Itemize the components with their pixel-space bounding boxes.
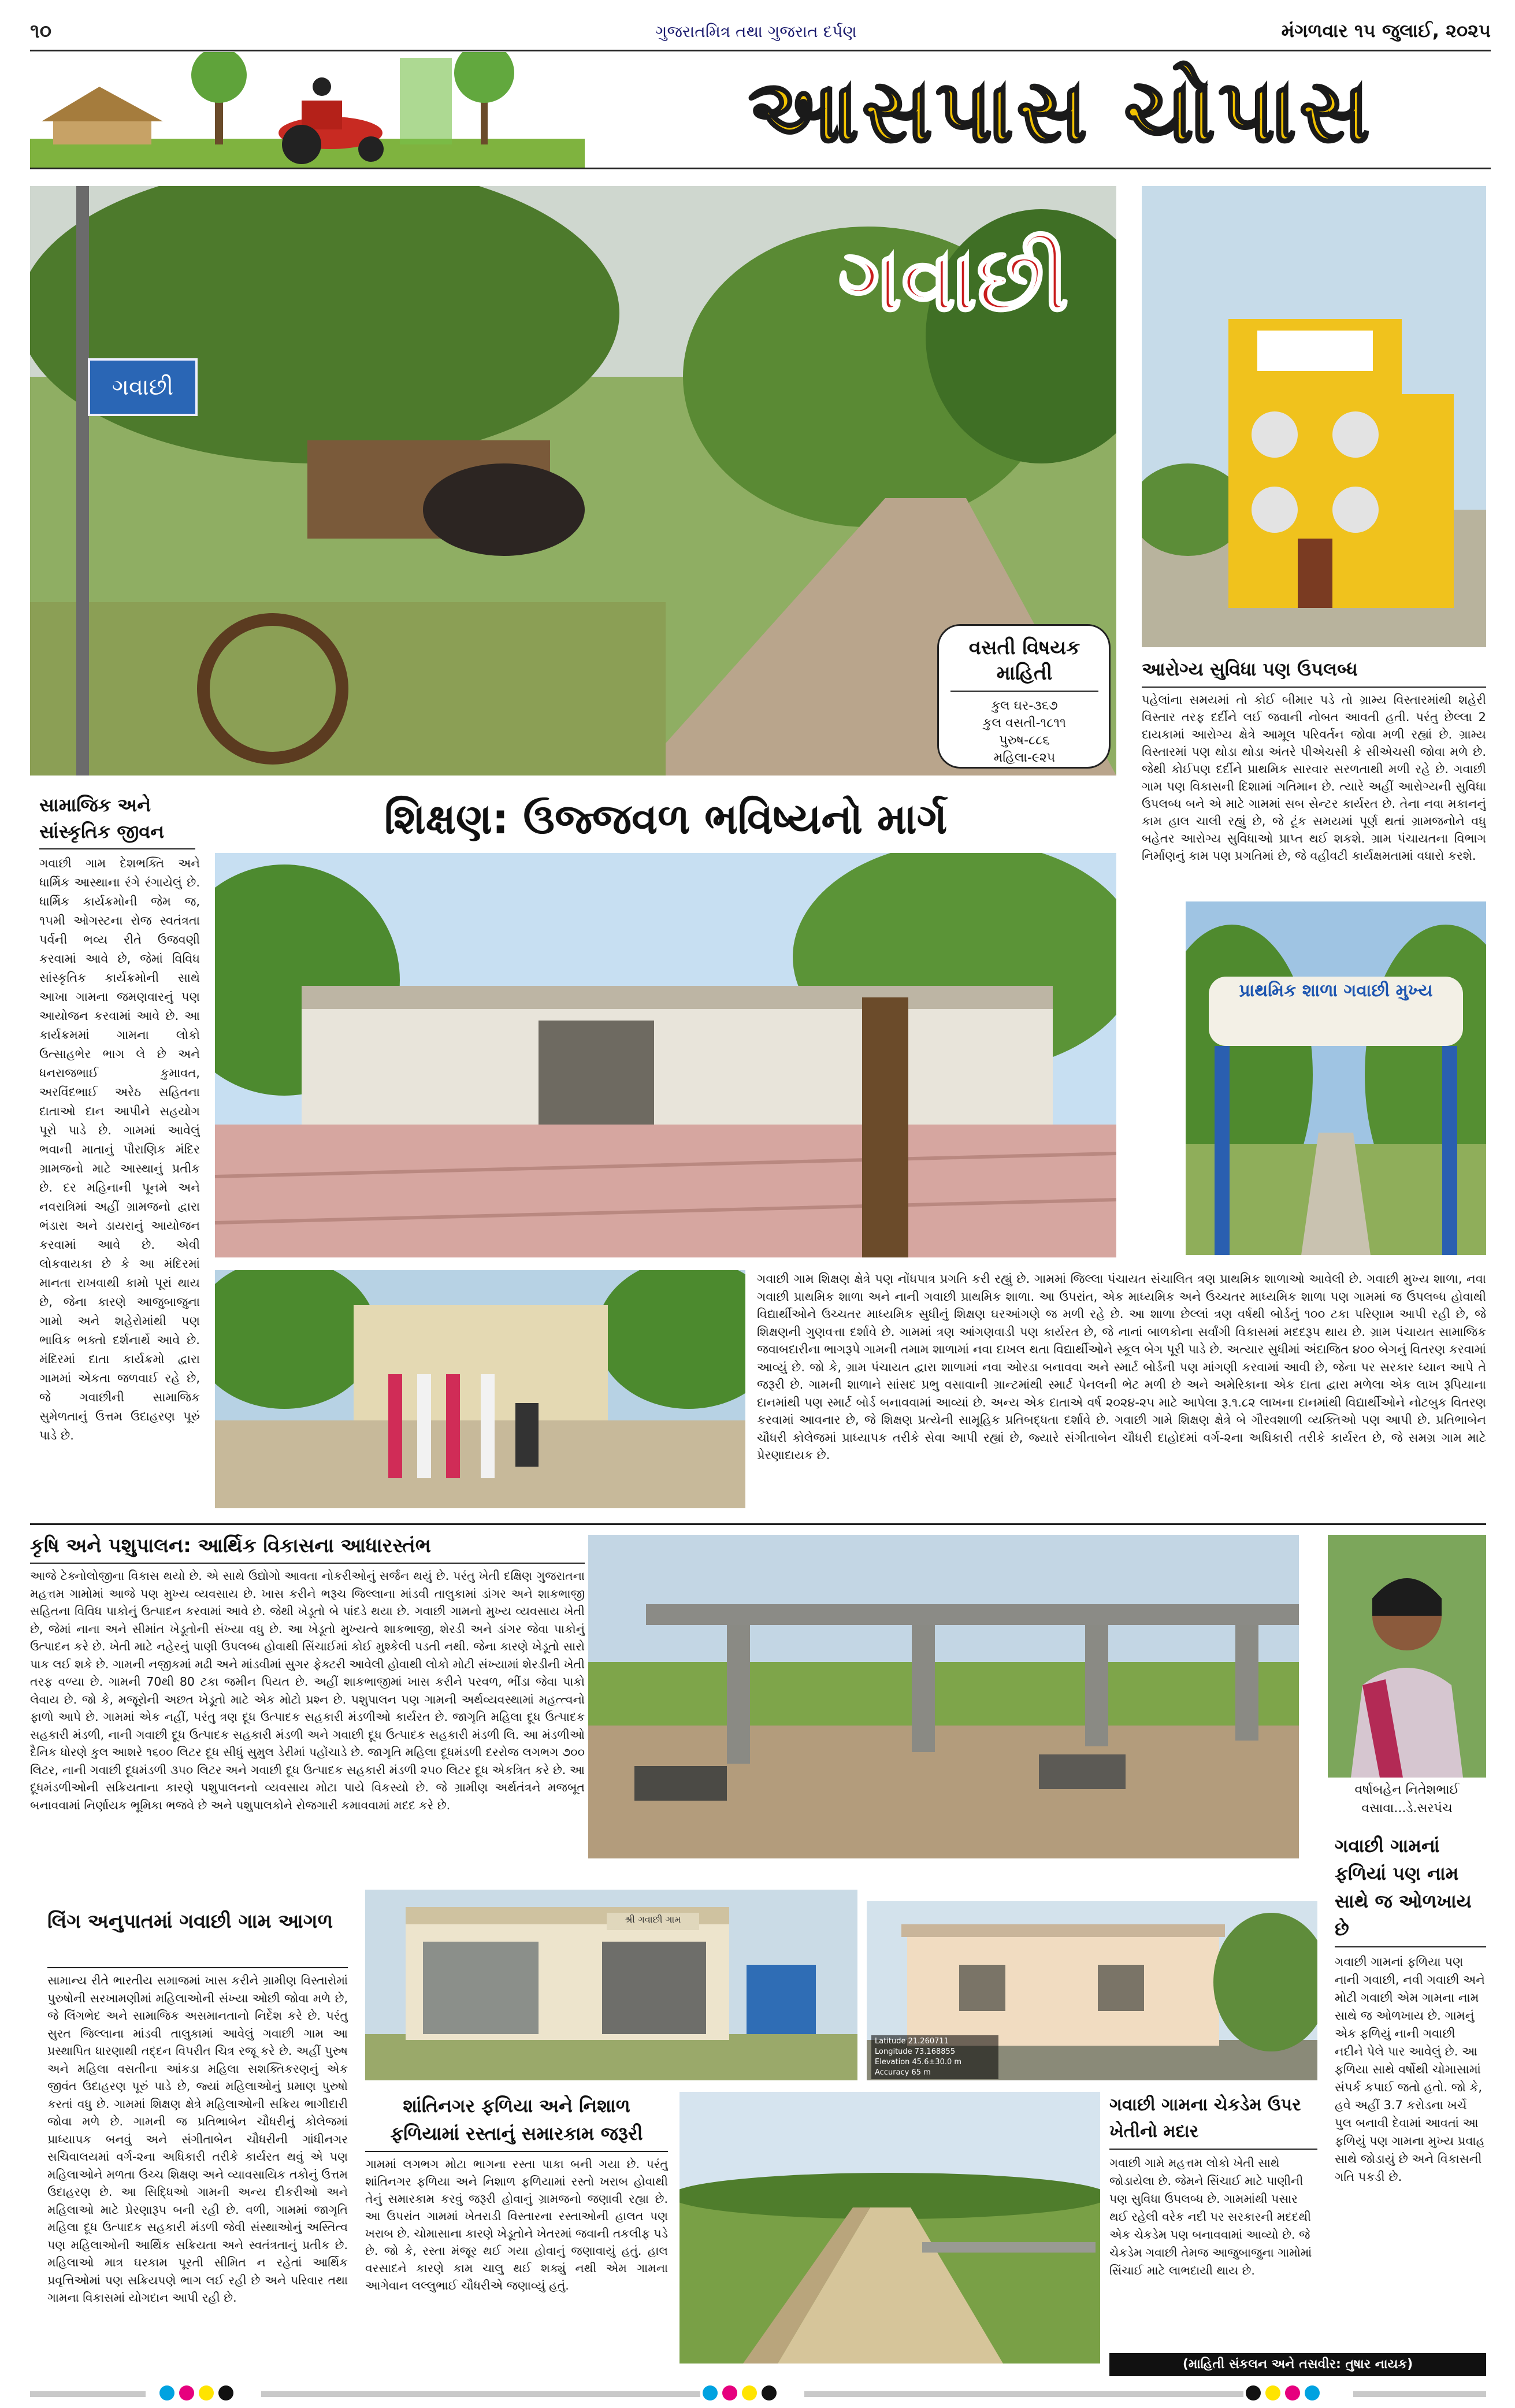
agriculture-heading-rule	[30, 1563, 585, 1564]
stat-total-houses: કુલ ઘર-૩૬૭	[991, 699, 1058, 713]
credit-bar	[1109, 2353, 1486, 2376]
social-heading-rule	[39, 848, 195, 849]
masthead-illustration	[30, 52, 585, 168]
masthead-rule	[30, 50, 1491, 51]
yellow-dot	[199, 2385, 214, 2400]
village-sign-text: ગવાછી	[112, 374, 174, 400]
sarpanch-portrait	[1328, 1535, 1486, 1778]
agriculture-heading: કૃષિ અને પશુપાલન: આર્થિક વિકાસના આધારસ્તંભ	[30, 1534, 431, 1557]
cyan-dot	[1305, 2385, 1320, 2400]
agriculture-body: આજે ટેક્નોલોજીના વિકાસ થયો છે. એ સાથે ઉદ્યોગો આવતા નોકરીઓનું સર્જન થયું છે. પરંતુ ખેતી દક્ષિણ ગુજરાતના મહત્તમ ગામોમાં આજે પણ મુખ્ય વ્યવસાય છે. ખાસ કરીને ભરૂચ જિલ્લાના માંડવી તાલુકામાં ડાંગર અને શાકભાજી સહિતના વિવિધ પાકોનું ઉત્પાદન કરવામાં આવે છે. જેથી ખેડૂતો બે પાંદડે થયા છે. ગવાછી ગામનો મુખ્ય વ્યવસાય ખેતી છે, જેમાં નાના અને સીમાંત ખેડૂતોની સંખ્યા વધુ છે. આ ખેડૂતો મુખ્યત્વે શાકભાજી, શેરડી અને ડાંગર જેવા પાકોનું ઉત્પાદન કરે છે. ખેતી માટે નહેરનું પાણી ઉપલબ્ધ હોવાથી સિંચાઈમાં કોઈ મુશ્કેલી પડતી નથી. જેના કારણે ખેડૂતો સારો પાક લઈ શકે છે. ગામની નજીકમાં મઢી અને માંડવીમાં સુગર ફેક્ટરી આવેલી હોવાથી લોકો મોટી સંખ્યામાં શેરડીની ખેતી તરફ વળ્યા છે. ગામની 70થી 80 ટકા જમીન પિયત છે. અહીં શાકભાજીમાં ખાસ કરીને પરવળ, ભીંડા જેવા પાકો લેવાય છે. જો કે, મજૂરોની અછત ખેડૂતો માટે એક મોટો પ્રશ્ન છે. પશુપાલન પણ ગામની અર્થવ્યવસ્થામાં મહત્ત્વનો ફાળો આપે છે. ગામમાં એક નહીં, પરંતુ ત્રણ દૂધ ઉત્પાદક સહકારી મંડળીઓ કાર્યરત છે. જાગૃતિ મહિલા દૂધ ઉત્પાદક સહકારી મંડળી, નાની ગવાછી દૂધ ઉત્પાદક સહકારી મંડળી અને ગવાછી દૂધ ઉત્પાદક સહકારી મંડળી લિ. આ મંડળીઓ દૈનિક ધોરણે કુલ આશરે ૧૬૦૦ લિટર દૂધ સીધું સુમુલ ડેરીમાં પહોંચાડે છે. જાગૃતિ મહિલા દૂધમંડળી દરરોજ લગભગ ૭૦૦ લિટર, નાની ગવાછી દૂધમંડળી ૩૫૦ લિટર અને ગવાછી દૂધ ઉત્પાદક સહકારી મંડળી ૨૫૦ લિટર દૂધ એકત્રિત કરે છે. આ દૂધમંડળીઓની સક્રિયતાના કારણે પશુપાલનનો વ્યવસાય મોટા પાયે વિકસ્યો છે. જે ગ્રામીણ અર્થતંત્રને મજબૂત બનાવવામાં નિર્ણાયક ભૂમિકા ભજવે છે અને પશુપાલકોને રોજગારી કમાવવામાં મદદ કરે છે.	[30, 1569, 585, 1812]
page-number: ૧૦	[30, 20, 52, 43]
school-building-photo	[215, 853, 1116, 1257]
footer-bar-left	[30, 2391, 146, 2397]
stat-total-population: કુલ વસતી-૧૮૧૧	[983, 716, 1066, 730]
registration-marks-center	[700, 2385, 779, 2400]
population-stats-heading: વસતી વિષયક માહિતી	[968, 636, 1080, 685]
health-heading: આરોગ્ય સુવિધા પણ ઉપલબ્ધ	[1142, 658, 1358, 680]
roads-body: ગામમાં લગભગ મોટા ભાગના રસ્તા પાકા બની ગયા છે. પરંતુ શાંતિનગર ફળિયા અને નિશાળ ફળિયામાં રસ્તો ખરાબ હોવાથી તેનું સમારકામ કરવું જરૂરી હોવાનું ગ્રામજનો જણાવી રહ્યા છે. આ ઉપરાંત ગામમાં ખેતરાડી વિસ્તારના રસ્તાઓની હાલત પણ ખરાબ છે. ચોમાસાના કારણે ખેડૂતોને ખેતરમાં જવાની તકલીફ પડે છે. જો કે, રસ્તા મંજૂર થઈ ગયા હોવાનું જણાવાયું હતું. હાલ વરસાદને કારણે કામ ચાલુ થઈ શક્યું નથી એમ ગામના આગેવાન લલ્લુભાઈ ચૌધરીએ જણાવ્યું હતું.	[365, 2157, 668, 2292]
store-sign	[607, 1913, 699, 1930]
social-body: ગવાછી ગામ દેશભક્તિ અને ધાર્મિક આસ્થાના રંગે રંગાયેલું છે. ધાર્મિક કાર્યક્રમોની જેમ જ, ૧૫મી ઓગસ્ટના રોજ સ્વતંત્રતા પર્વની ભવ્ય રીતે ઉજવણી કરવામાં આવે છે, જેમાં વિવિધ સાંસ્કૃતિક કાર્યક્રમોની સાથે આખા ગામના જમણવારનું પણ આયોજન કરવામાં આવે છે. આ કાર્યક્રમમાં ગામના લોકો ઉત્સાહભેર ભાગ લે છે અને ધનરાજભાઈ કુમાવત, અરવિંદભાઈ અરેઠ સહિતના દાતાઓ દાન આપીને સહયોગ પૂરો પાડે છે. ગામમાં આવેલું ભવાની માતાનું પૌરાણિક મંદિર ગ્રામજનો માટે આસ્થાનું પ્રતીક છે. દર મહિનાની પૂનમે અને નવરાત્રિમાં અહીં ગ્રામજનો દ્વારા ભંડારા અને ડાયરાનું આયોજન કરવામાં આવે છે. એવી લોકવાયકા છે કે આ મંદિરમાં માનતા રાખવાથી કામો પૂરાં થાય છે, જેના કારણે આજુબાજુના ગામો અને શહેરોમાંથી પણ ભાવિક ભક્તો દર્શનાર્થે આવે છે. મંદિરમાં દાતા કાર્યક્રમો દ્વારા ગામમાં એકતા જળવાઈ રહે છે, જે ગવાછીની સામાજિક સુમેળતાનું ઉત્તમ ઉદાહરણ પૂરું પાડે છે.	[39, 856, 200, 1442]
checkdam-road-photo	[679, 2092, 1100, 2364]
stat-male: પુરુષ-૮૮૬	[999, 733, 1050, 748]
checkdam-heading-rule	[1109, 2149, 1317, 2150]
black-dot	[218, 2385, 233, 2400]
checkdam-heading: ગવાછી ગામના ચેકડેમ ઉપર ખેતીનો મદાર	[1109, 2095, 1301, 2142]
stat-female: મહિલા-૯૨૫	[993, 751, 1056, 765]
gender-body: સામાન્ય રીતે ભારતીય સમાજમાં ખાસ કરીને ગ્રામીણ વિસ્તારોમાં પુરુષોની સરખામણીમાં મહિલાઓની સંખ્યા ઓછી જોવા મળે છે, જે લિંગભેદ અને સામાજિક અસમાનતાનો નિર્દેશ કરે છે. પરંતુ સુરત જિલ્લાના માંડવી તાલુકામાં આવેલું ગવાછી ગામ આ પ્રસ્થાપિત ધારણાથી તદ્દન વિપરીત ચિત્ર રજૂ કરે છે. અહીં પુરુષ અને મહિલા વસતીના આંકડા મહિલા સશક્તિકરણનું એક જીવંત ઉદાહરણ પૂરું પાડે છે, જ્યાં મહિલાઓનું પ્રમાણ પુરુષો કરતાં વધુ છે. ગામમાં શિક્ષણ ક્ષેત્રે મહિલાઓની સક્રિય ભાગીદારી જોવા મળે છે. ગામની જ પ્રતિભાબેન ચૌધરીનું કોલેજમાં પ્રાધ્યાપક બનવું અને સંગીતાબેન ચૌધરીની ગાંધીનગર સચિવાલયમાં વર્ગ-૨ના અધિકારી તરીકે કાર્યરત થવું એ પણ મહિલાઓને મળતા ઉચ્ચ શિક્ષણ અને વ્યાવસાયિક તકોનું ઉત્તમ ઉદાહરણ છે. આ સિદ્ધિઓ ગામની અન્ય દીકરીઓ અને મહિલાઓ માટે પ્રેરણારૂપ બની રહી છે. વળી, ગામમાં જાગૃતિ મહિલા દૂધ ઉત્પાદક સહકારી મંડળી જેવી સંસ્થાઓનું અસ્તિત્વ પણ મહિલાઓની આર્થિક સક્રિયતા અને સ્વતંત્રતાનું પ્રતીક છે. મહિલાઓ માત્ર ઘરકામ પૂરતી સીમિત ન રહેતાં આર્થિક પ્રવૃત્તિઓમાં પણ સક્રિયપણે ભાગ લઈ રહી છે અને પરિવાર તથા ગામના વિકાસમાં યોગદાન આપી રહી છે.	[47, 1973, 348, 2305]
students-event-photo	[215, 1270, 745, 1508]
health-center-photo	[1142, 186, 1486, 647]
cyan-dot	[703, 2385, 718, 2400]
gender-heading-rule	[47, 1967, 348, 1968]
sarpanch-caption-name: વર્ષાબહેન નિતેશભાઈ	[1354, 1783, 1460, 1797]
footer-strip	[30, 2385, 1486, 2403]
gender-heading: લિંગ અનુપાતમાં ગવાછી ગામ આગળ	[47, 1910, 333, 1933]
primary-school-gate-photo	[1186, 901, 1486, 1255]
registration-marks-left	[157, 2385, 236, 2400]
checkdam-body: ગવાછી ગામે મહત્તમ લોકો ખેતી સાથે જોડાયેલા છે. જેમને સિંચાઈ માટે પાણીની પણ સુવિધા ઉપલબ્ધ છે. ગામમાંથી પસાર થઈ રહેલી વરેક નદી પર સરકારની મદદથી એક ચેકડેમ પણ બનાવવામાં આવ્યો છે. જે ચેકડેમ ગવાછી તેમજ આજુબાજુના ગામોમાં સિંચાઈ માટે લાભદાયી થાય છે.	[1109, 2156, 1312, 2277]
names-heading-rule	[1335, 1946, 1486, 1947]
black-dot	[762, 2385, 777, 2400]
names-body: ગવાછી ગામનાં ફળિયા પણ નાની ગવાછી, નવી ગવાછી અને મોટી ગવાછી એમ ગામના નામ સાથે જ ઓળખાય છે. ગામનું એક ફળિયું નાની ગવાછી નદીને પેલે પાર આવેલું છે. આ ફળિયા સાથે વર્ષોથી ચોમાસામાં સંપર્ક કપાઈ જતો હતો. જો કે, હવે અહીં 3.7 કરોડના ખર્ચે પુલ બનાવી દેવામાં આવતાં આ ફળિયું પણ ગામના મુખ્ય પ્રવાહ સાથે જોડાયું છે અને વિકાસની ગતિ પકડી છે.	[1335, 1955, 1485, 2184]
gps-line-accuracy: Accuracy 65 m	[875, 2068, 931, 2077]
footer-bar-mid-right	[804, 2391, 1243, 2397]
school-gate-text: પ્રાથમિક શાળા ગવાછી મુખ્ય	[1239, 981, 1433, 1001]
magenta-dot	[1285, 2385, 1300, 2400]
yellow-dot	[1265, 2385, 1280, 2400]
cyan-dot	[159, 2385, 174, 2400]
gps-line-longitude: Longitude 73.168855	[875, 2047, 956, 2056]
footer-bar-mid-left	[261, 2391, 700, 2397]
section-divider	[30, 1523, 1486, 1525]
sarpanch-caption-role: વસાવા...ડે.સરપંચ	[1361, 1801, 1453, 1816]
footer-bar-right	[1353, 2391, 1486, 2397]
social-heading: સામાજિક અને સાંસ્કૃતિક જીવન	[39, 794, 165, 843]
gps-line-elevation: Elevation 45.6±30.0 m	[875, 2058, 962, 2066]
credit-text: (માહિતી સંકલન અને તસવીર: તુષાર નાયક)	[1182, 2357, 1413, 2372]
health-heading-rule	[1142, 687, 1486, 688]
bridge-photo	[588, 1535, 1299, 1858]
hero-title: ગવાછી	[838, 230, 1069, 331]
roads-heading: શાંતિનગર ફળિયા અને નિશાળ ફળિયામાં રસ્તાનું સમારકામ જરૂરી	[390, 2095, 643, 2144]
publisher-name: ગુજરાતમિત્ર તથા ગુજરાત દર્પણ	[655, 22, 857, 41]
names-heading: ગવાછી ગામનાં ફળિયાં પણ નામ સાથે જ ઓળખાય છે	[1335, 1835, 1472, 1940]
health-body: પહેલાંના સમયમાં તો કોઈ બીમાર પડે તો ગ્રામ્ય વિસ્તારમાંથી શહેરી વિસ્તાર તરફ દર્દીને લઈ જવાની નોબત આવતી હતી. પરંતુ છેલ્લા 2 દાયકામાં આરોગ્ય ક્ષેત્રે આમૂલ પરિવર્તન જોવા મળી રહ્યાં છે. ગ્રામ્ય વિસ્તારમાં પણ થોડા થોડા અંતરે પીએચસી કે સીએચસી જોવા મળે છે. જેથી કોઈપણ દર્દીને પ્રાથમિક સારવાર સરળતાથી મળી રહે છે. ગવાછી ગામ પણ વિકાસની દિશામાં ગતિમાન છે. ત્યારે અહીં આરોગ્યની સુવિધા ઉપલબ્ધ બને એ માટે ગામમાં સબ સેન્ટર કાર્યરત છે. તેના નવા મકાનનું કામ હાલ ચાલી રહ્યું છે, જે ટૂંક સમયમાં પૂર્ણ થતાં ગ્રામજનોને વધુ બહેતર આરોગ્ય સુવિધાઓ પ્રાપ્ત થઈ શકશે. ગ્રામ પંચાયતના વિભાગ નિર્માણનું કામ પણ પ્રગતિમાં છે, જે વહીવટી કાર્યક્ષમતામાં વધારો કરશે.	[1142, 693, 1486, 863]
masthead-bottom-rule	[30, 168, 1491, 169]
village-sign	[88, 358, 198, 416]
gps-overlay	[871, 2035, 998, 2079]
registration-marks-right	[1243, 2385, 1322, 2400]
population-stats-box	[937, 624, 1111, 769]
education-heading: શિક્ષણ: ઉજ્જવળ ભવિષ્યનો માર્ગ	[384, 795, 948, 843]
yellow-dot	[742, 2385, 757, 2400]
population-stats-rule	[950, 691, 1098, 692]
black-dot	[1246, 2385, 1261, 2400]
magenta-dot	[179, 2385, 194, 2400]
magenta-dot	[722, 2385, 737, 2400]
roads-heading-rule	[365, 2151, 668, 2152]
gps-line-latitude: Latitude 21.260711	[875, 2037, 949, 2046]
issue-date: મંગળવાર ૧૫ જુલાઈ, ૨૦૨૫	[1281, 20, 1491, 42]
section-title: આસપાસ ચોપાસ	[748, 61, 1373, 162]
education-body: ગવાછી ગામ શિક્ષણ ક્ષેત્રે પણ નોંધપાત્ર પ્રગતિ કરી રહ્યું છે. ગામમાં જિલ્લા પંચાયત સંચાલિત ત્રણ પ્રાથમિક શાળાઓ આવેલી છે. ગવાછી મુખ્ય શાળા, નવા ગવાછી પ્રાથમિક શાળા અને નાની ગવાછી પ્રાથમિક શાળા. આ ઉપરાંત, એક માધ્યમિક અને ઉચ્ચતર માધ્યમિક શાળા પણ ગામમાં જ ઉપલબ્ધ હોવાથી વિદ્યાર્થીઓને ઉચ્ચતર માધ્યમિક સુધીનું શિક્ષણ ઘરઆંગણે જ મળી રહે છે. આ શાળા છેલ્લાં ત્રણ વર્ષથી બોર્ડનું ૧૦૦ ટકા પરિણામ આપી રહી છે, જે શિક્ષણની ગુણવત્તા દર્શાવે છે. ગામમાં ત્રણ આંગણવાડી પણ કાર્યરત છે, જે નાનાં બાળકોના સર્વાંગી વિકાસમાં મદદરૂપ થાય છે. ગ્રામ પંચાયત સામાજિક જવાબદારીના ભાગરૂપે ગામની તમામ શાળામાં નવા દાખલ થતા વિદ્યાર્થીઓને સ્કૂલ બેગ પૂરી પાડે છે. અત્યાર સુધીમાં અંદાજિત ૪૦૦ બેગનું વિતરણ કરવામાં આવ્યું છે. જો કે, ગ્રામ પંચાયત દ્વારા શાળામાં નવા ઓરડા બનાવવા અને સ્માર્ટ બોર્ડની પણ માંગણી કરવામાં આવી છે, જેના પર સરકાર ધ્યાન આપે તે જરૂરી છે. ગામની શાળાને સાંસદ પ્રભુ વસાવાની ગ્રાન્ટમાંથી સ્માર્ટ પેનલની ભેટ મળી છે અને અમેરિકાના એક દાતા દ્વારા મળેલા એક લાખ રૂપિયાના દાનમાંથી પણ સ્માર્ટ બોર્ડ બનાવવામાં આવ્યાં છે. અન્ય એક દાતાએ વર્ષ ૨૦૨૪-૨૫ માટે આપેલા રૂ.૧.૮૨ લાખના દાનમાંથી વિદ્યાર્થીઓને નોટબુક વિતરણ કરવામાં આવનાર છે, જે શિક્ષણ પ્રત્યેની સામૂહિક પ્રતિબદ્ધતા દર્શાવે છે. ગવાછી ગામે શિક્ષણ ક્ષેત્રે બે ગૌરવશાળી વ્યક્તિઓ પણ આપી છે. પ્રતિભાબેન ચૌધરી કોલેજમાં પ્રાધ્યાપક તરીકે સેવા આપી રહ્યાં છે, જ્યારે સંગીતાબેન ચૌધરી દાહોદમાં વર્ગ-૨ના અધિકારી તરીકે કાર્યરત છે, જે સમગ્ર ગામ માટે પ્રેરણાદાયક છે.	[757, 1272, 1486, 1462]
masthead	[30, 16, 1491, 168]
store-sign-text: શ્રી ગવાછી ગામ	[625, 1914, 681, 1925]
